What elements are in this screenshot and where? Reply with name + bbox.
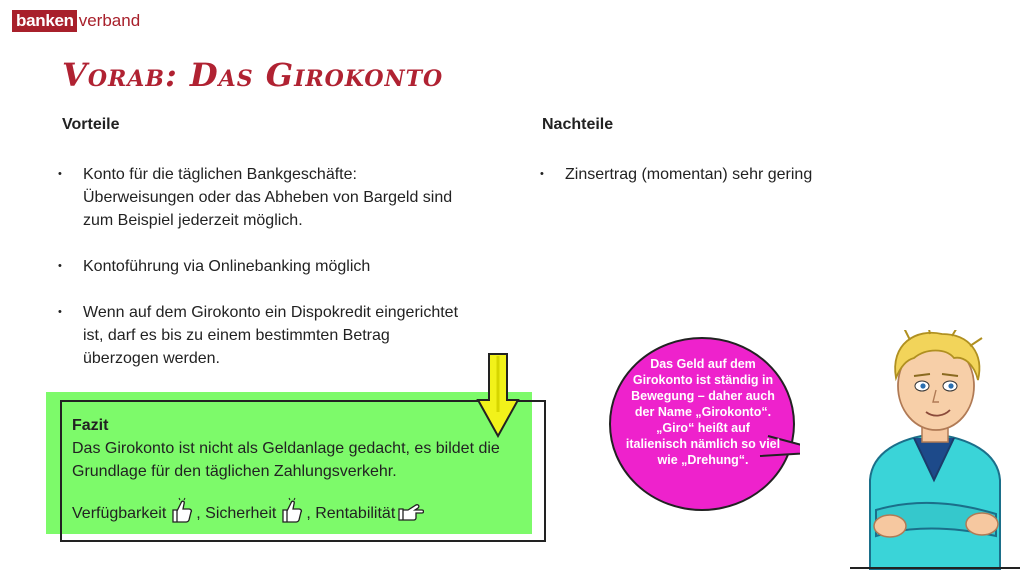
vorteile-heading: Vorteile: [62, 116, 120, 133]
nachteile-list: [540, 163, 900, 209]
fazit-title: Fazit: [72, 417, 109, 434]
vorteile-list: [58, 163, 468, 393]
thumbs-sideways-icon: [396, 497, 424, 525]
cartoon-person-illustration: [850, 330, 1020, 570]
nachteile-heading: Nachteile: [542, 116, 614, 133]
vorteile-item: • Konto für die täglichen Bankgeschäfte: Überweisungen oder das Abheben von Bargeld sind zum Beispiel jederzeit möglich.: [58, 163, 468, 232]
logo-part-banken: banken: [12, 10, 77, 32]
bubble-text: Das Geld auf dem Girokonto ist ständig in Bewegung – daher auch der Name „Girokonto“. „Giro“ heißt auf italienisch nämlich so viel wie „Drehung“.: [625, 357, 781, 467]
page-title: Vorab: Das Girokonto: [62, 56, 444, 94]
fazit-rating-line: [72, 497, 532, 525]
bankenverband-logo: [12, 10, 140, 32]
fazit-text: Das Girokonto ist nicht als Geldanlage gedacht, es bildet die Grundlage für den täglichen Zahlungsverkehr.: [72, 440, 500, 480]
vorteile-item: • Wenn auf dem Girokonto ein Dispokredit eingerichtet ist, darf es bis zu einem bestimmten Betrag überzogen werden.: [58, 301, 468, 370]
fazit-box: [72, 414, 532, 525]
rentabilitaet-label: , Rentabilität: [306, 505, 396, 522]
sicherheit-label: , Sicherheit: [196, 505, 277, 522]
logo-part-verband: verband: [78, 11, 141, 30]
thumbs-up-icon: [167, 497, 195, 525]
nachteile-item: • Zinsertrag (momentan) sehr gering: [540, 163, 900, 186]
vorteile-item: • Kontoführung via Onlinebanking möglich: [58, 255, 468, 278]
down-arrow-icon: [476, 352, 520, 438]
thumbs-up-icon: [277, 497, 305, 525]
verfuegbarkeit-label: Verfügbarkeit: [72, 505, 167, 522]
